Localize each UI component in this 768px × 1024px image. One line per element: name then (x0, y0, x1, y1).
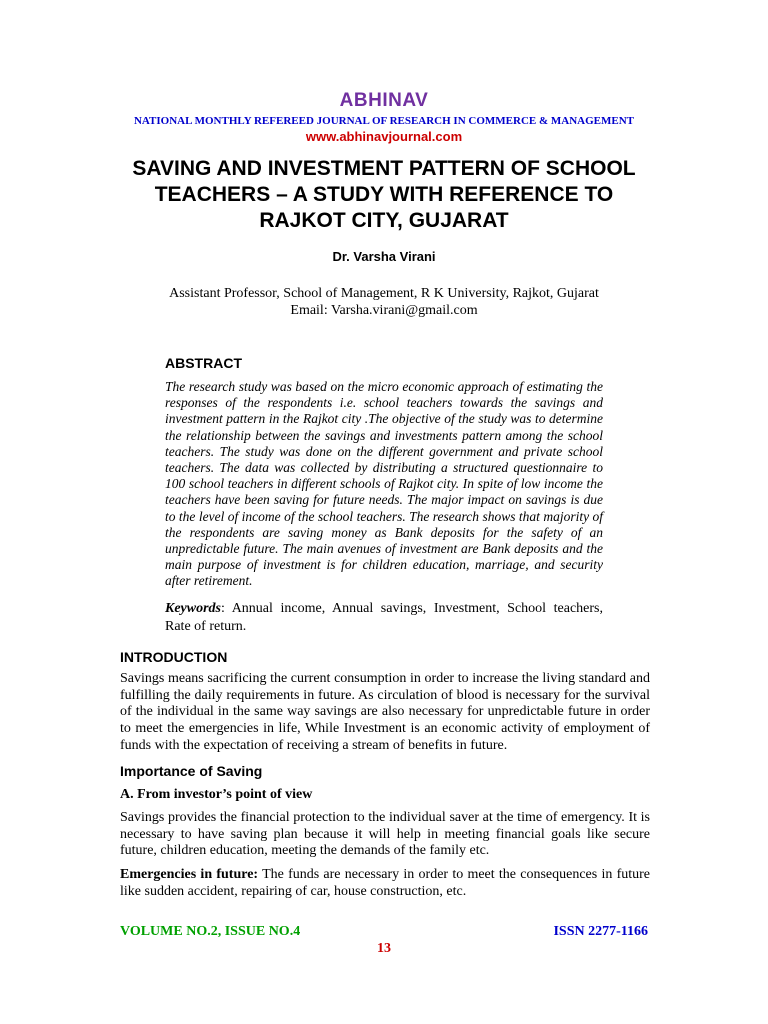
importance-heading: Importance of Saving (120, 763, 263, 779)
author-email[interactable]: Email: Varsha.virani@gmail.com (290, 303, 478, 318)
emergency-text: The funds are necessary in order to meet the consequences in future like sudden accident, repairing of car, house construction, etc. (120, 867, 650, 899)
keywords-label: Keywords (165, 601, 221, 616)
abstract-heading: ABSTRACT (165, 355, 242, 371)
author-affiliation: Assistant Professor, School of Management, R K University, Rajkot, Gujarat (169, 286, 599, 301)
abstract-body: The research study was based on the micro economic approach of estimating the responses of the respondents i.e. school teachers towards the savings and investment pattern in the Rajkot city .The objective of the study was to determine the relationship between the savings and investments pattern among the school teachers. The study was done on the different government and private school teachers. The data was collected by distributing a structured questionnaire to 100 school teachers in different schools of Rajkot city. In spite of low income the teachers have been saving for future needs. The major impact on savings is due to the level of income of the school teachers. The research shows that majority of the respondents are saving money as Bank deposits for the safety of an unpredictable future. The main avenues of investment are Bank deposits and the main purpose of investment is for children education, marriage, and security after retirement. (165, 379, 603, 589)
author-affiliation-block (0, 285, 768, 319)
introduction-body: Savings means sacrificing the current consumption in order to increase the living standard and fulfilling the daily requirements in future. As circulation of blood is necessary for the survival of the individual in the same way savings are also necessary for unpredictable future in order to meet the emergencies in life, While Investment is an economic activity of employment of funds with the expectation of receiving a stream of benefits in future. (120, 671, 650, 753)
paper-title (0, 156, 768, 234)
journal-subtitle: NATIONAL MONTHLY REFEREED JOURNAL OF RESEARCH IN COMMERCE & MANAGEMENT (133, 115, 635, 127)
paper-title-line: TEACHERS – A STUDY WITH REFERENCE TO (154, 183, 614, 206)
emergency-paragraph (120, 867, 650, 900)
investor-subheading: A. From investor’s point of view (120, 787, 313, 802)
footer-volume: VOLUME NO.2, ISSUE NO.4 (120, 924, 301, 939)
keywords (165, 600, 603, 636)
journal-url[interactable]: www.abhinavjournal.com (305, 129, 463, 144)
page-number: 13 (377, 941, 391, 956)
journal-name: ABHINAV (339, 90, 429, 111)
paper-title-line: SAVING AND INVESTMENT PATTERN OF SCHOOL (132, 157, 636, 180)
emergency-label: Emergencies in future: (120, 867, 259, 882)
keywords-text: : Annual income, Annual savings, Investment, School teachers, Rate of return. (165, 601, 603, 634)
author-name: Dr. Varsha Virani (332, 249, 436, 264)
footer-issn: ISSN 2277-1166 (553, 924, 648, 939)
introduction-heading: INTRODUCTION (120, 649, 228, 665)
importance-body: Savings provides the financial protection to the individual saver at the time of emergency. It is necessary to have saving plan because it will help in meeting financial goals like secure future, children education, meeting the demands of the family etc. (120, 810, 650, 859)
paper-title-line: RAJKOT CITY, GUJARAT (259, 209, 509, 232)
